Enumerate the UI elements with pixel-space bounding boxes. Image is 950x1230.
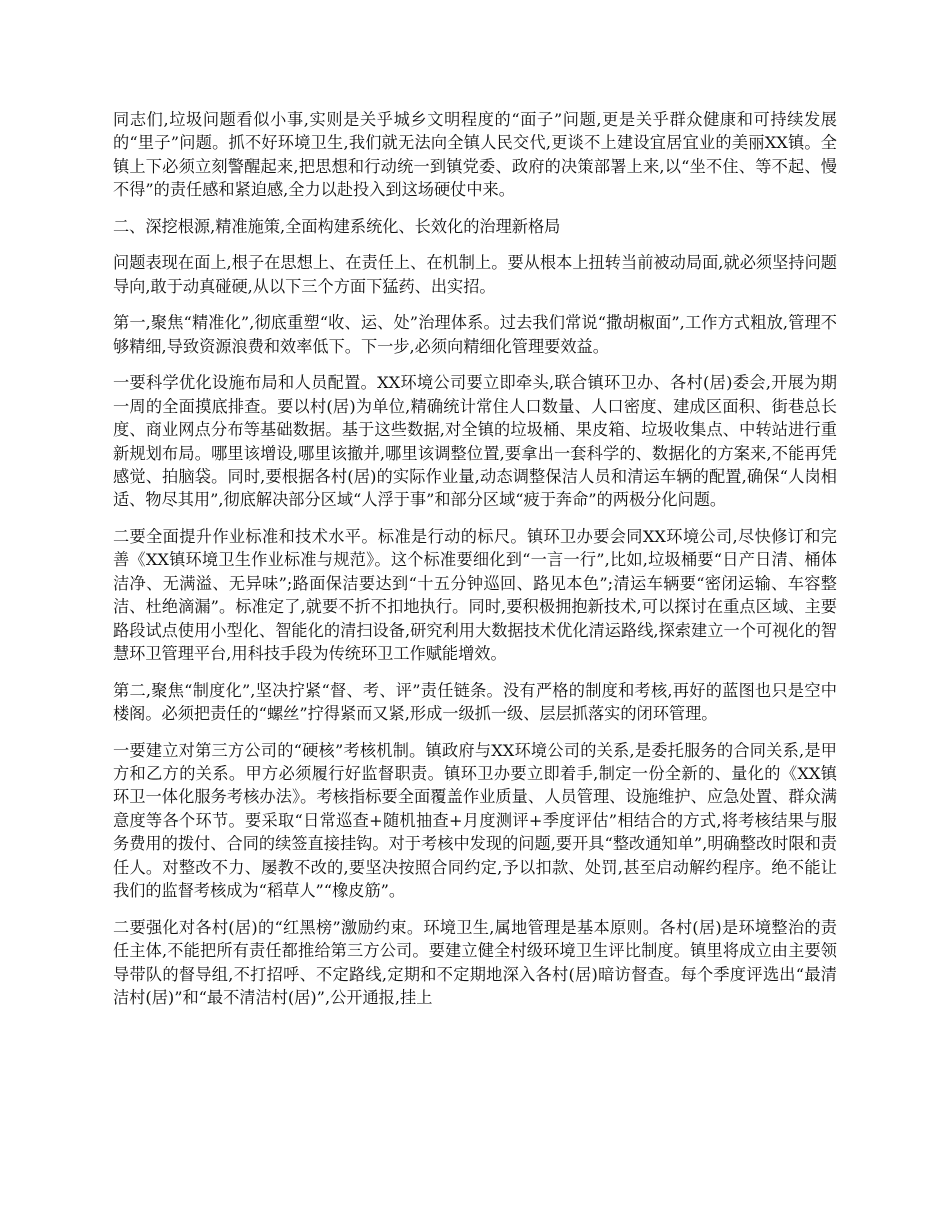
body-paragraph: 问题表现在面上,根子在思想上、在责任上、在机制上。要从根本上扭转当前被动局面,就必须坚持问题导向,敢于动真碰硬,从以下三个方面下猛药、出实招。 — [113, 253, 837, 296]
document-page — [113, 108, 837, 1023]
body-paragraph: 第一,聚焦“精准化”,彻底重塑“收、运、处”治理体系。过去我们常说“撒胡椒面”,工作方式粗放,管理不够精细,导致资源浪费和效率低下。下一步,必须向精细化管理要效益。 — [113, 313, 837, 356]
body-paragraph: 二要强化对各村(居)的“红黑榜”激励约束。环境卫生,属地管理是基本原则。各村(居)是环境整治的责任主体,不能把所有责任都推给第三方公司。要建立健全村级环境卫生评比制度。镇里将成立由主要领导带队的督导组,不打招呼、不定路线,定期和不定期地深入各村(居)暗访督查。每个季度评选出“最清洁村(居)”和“最不清洁村(居)”,公开通报,挂上 — [113, 917, 837, 1007]
section-heading: 二、深挖根源,精准施策,全面构建系统化、长效化的治理新格局 — [113, 216, 561, 236]
body-paragraph: 二要全面提升作业标准和技术水平。标准是行动的标尺。镇环卫办要会同XX环境公司,尽快修订和完善《XX镇环境卫生作业标准与规范》。这个标准要细化到“一言一行”,比如,垃圾桶要“日产日清、桶体洁净、无满溢、无异味”;路面保洁要达到“十五分钟巡回、路见本色”;清运车辆要“密闭运输、车容整洁、杜绝滴漏”。标准定了,就要不折不扣地执行。同时,要积极拥抱新技术,可以探讨在重点区域、主要路段试点使用小型化、智能化的清扫设备,研究利用大数据技术优化清运路线,探索建立一个可视化的智慧环卫管理平台,用科技手段为传统环卫工作赋能增效。 — [113, 527, 837, 664]
body-paragraph: 一要科学优化设施布局和人员配置。XX环境公司要立即牵头,联合镇环卫办、各村(居)委会,开展为期一周的全面摸底排查。要以村(居)为单位,精确统计常住人口数量、人口密度、建成区面积、街巷总长度、商业网点分布等基础数据。基于这些数据,对全镇的垃圾桶、果皮箱、垃圾收集点、中转站进行重新规划布局。哪里该增设,哪里该撤并,哪里该调整位置,要拿出一套科学的、数据化的方案来,不能再凭感觉、拍脑袋。同时,要根据各村(居)的实际作业量,动态调整保洁人员和清运车辆的配置,确保“人岗相适、物尽其用”,彻底解决部分区域“人浮于事”和部分区域“疲于奔命”的两极分化问题。 — [113, 373, 837, 510]
body-paragraph: 一要建立对第三方公司的“硬核”考核机制。镇政府与XX环境公司的关系,是委托服务的合同关系,是甲方和乙方的关系。甲方必须履行好监督职责。镇环卫办要立即着手,制定一份全新的、量化的《XX镇环卫一体化服务考核办法》。考核指标要全面覆盖作业质量、人员管理、设施维护、应急处置、群众满意度等各个环节。要采取“日常巡查+随机抽查+月度测评+季度评估”相结合的方式,将考核结果与服务费用的拨付、合同的续签直接挂钩。对于考核中发现的问题,要开具“整改通知单”,明确整改时限和责任人。对整改不力、屡教不改的,要坚决按照合同约定,予以扣款、处罚,甚至启动解约程序。绝不能让我们的监督考核成为“稻草人”“橡皮筋”。 — [113, 740, 837, 901]
body-paragraph: 第二,聚焦“制度化”,坚决拧紧“督、考、评”责任链条。没有严格的制度和考核,再好的蓝图也只是空中楼阁。必须把责任的“螺丝”拧得紧而又紧,形成一级抓一级、层层抓落实的闭环管理。 — [113, 680, 837, 724]
body-paragraph: 同志们,垃圾问题看似小事,实则是关乎城乡文明程度的“面子”问题,更是关乎群众健康和可持续发展的“里子”问题。抓不好环境卫生,我们就无法向全镇人民交代,更谈不上建设宜居宜业的美丽XX镇。全镇上下必须立刻警醒起来,把思想和行动统一到镇党委、政府的决策部署上来,以“坐不住、等不起、慢不得”的责任感和紧迫感,全力以赴投入到这场硬仗中来。 — [113, 110, 837, 200]
